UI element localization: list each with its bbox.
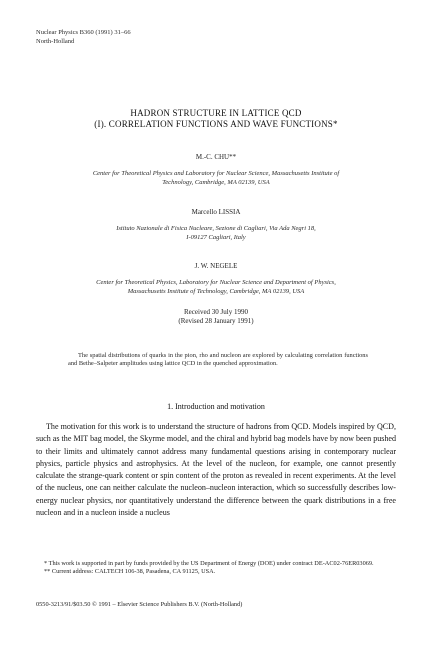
author-3-affiliation-line-1: Center for Theoretical Physics, Laboratory for Nuclear Science and Department of Physics,: [96, 279, 336, 286]
footnote-1: * This work is supported in part by funds provided by the US Department of Energy (DOE) under contract DE-AC02-76ER03069.: [44, 560, 374, 567]
journal-publisher: North-Holland: [36, 38, 75, 45]
footnotes: [36, 560, 396, 577]
author-2-affiliation: [0, 225, 432, 242]
journal-header: [36, 28, 131, 46]
author-3-affiliation: [0, 279, 432, 296]
body-paragraph: The motivation for this work is to understand the structure of hadrons from QCD. Models inspired by QCD, such as the MIT bag model, the Skyrme model, and the chiral and hybrid bag models have by now been pushed to their limits and ultimately cannot address many fundamental questions arising in contemporary nuclear physics, particle physics and astrophysics. At the level of the nucleon, for example, one cannot presently calculate the strange-quark content or spin content of the proton as revealed in recent experiments. At the level of the nucleus, one can neither calculate the nucleon–nucleon interaction, which so successfully describes low-energy nuclear physics, nor quantitatively understand the difference between the quark distributions in a free nucleon and in a nucleon inside a nucleus: [36, 422, 396, 518]
author-2-affiliation-line-2: I-09127 Cagliari, Italy: [186, 233, 246, 241]
received-date: Received 30 July 1990: [184, 308, 248, 316]
author-1-affiliation-line-2: Technology, Cambridge, MA 02139, USA: [162, 178, 270, 186]
title-line-2: (I). CORRELATION FUNCTIONS AND WAVE FUNCTIONS*: [94, 119, 338, 129]
author-1-affiliation-line-1: Center for Theoretical Physics and Laboratory for Nuclear Science, Massachusetts Institute of: [92, 170, 340, 177]
paper-title: [0, 108, 432, 130]
journal-citation: Nuclear Physics B360 (1991) 31–66: [36, 29, 131, 36]
author-1-affiliation: [0, 170, 432, 187]
author-3-affiliation-line-2: Massachusetts Institute of Technology, Cambridge, MA 02139, USA: [127, 287, 305, 295]
copyright-line: 0550-3213/91/$03.50 © 1991 – Elsevier Science Publishers B.V. (North-Holland): [36, 601, 243, 608]
author-2-affiliation-line-1: Istituto Nazionale di Fisica Nucleare, Sezione di Cagliari, Via Ada Negri 18,: [116, 225, 316, 232]
abstract: The spatial distributions of quarks in the pion, rho and nucleon are explored by calculating correlation functions and Bethe–Salpeter amplitudes using lattice QCD in the quenched approximation.: [68, 352, 368, 368]
title-line-1: HADRON STRUCTURE IN LATTICE QCD: [130, 108, 302, 118]
author-2-name: Marcello LISSIA: [191, 208, 241, 216]
author-1-name: M.-C. CHU**: [195, 153, 237, 161]
footnote-2: ** Current address: CALTECH 106-38, Pasadena, CA 91125, USA.: [44, 568, 216, 576]
revised-date: (Revised 28 January 1991): [178, 317, 254, 325]
author-3-name: J. W. NEGELE: [194, 262, 238, 270]
section-heading: 1. Introduction and motivation: [167, 402, 265, 411]
received-dates: [0, 308, 432, 326]
